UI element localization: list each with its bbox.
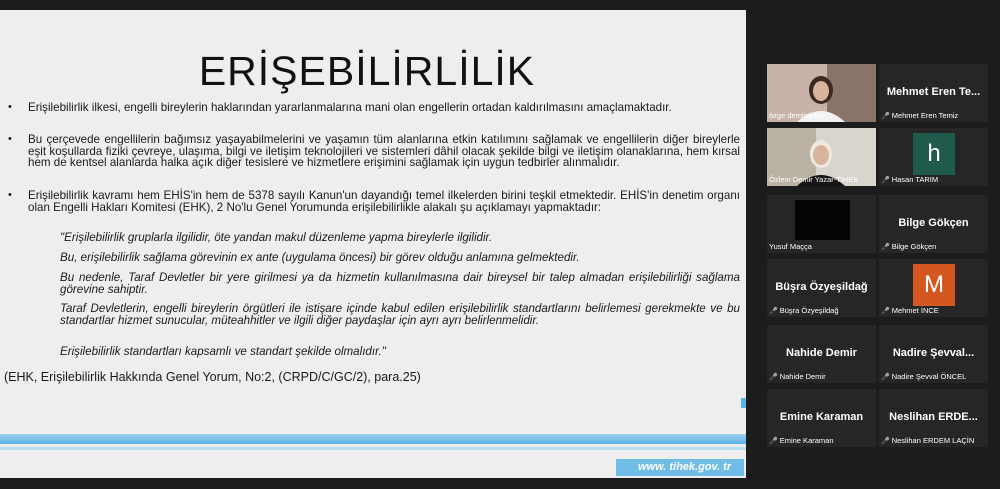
bullet-dot-icon: • xyxy=(8,133,12,145)
slide-title: ERİŞEBİLİRLİLİK xyxy=(198,48,536,94)
participant-name-text: Bilge Gökçen xyxy=(891,242,937,251)
mic-off-icon: 🎤 xyxy=(881,113,890,120)
mic-off-icon: 🎤 xyxy=(769,374,778,381)
mic-off-icon: 🎤 xyxy=(769,308,778,315)
participant-tile[interactable] xyxy=(767,325,876,383)
participant-name-text: Özlem Demir Yazar-TİHEK xyxy=(769,175,859,184)
participant-tile[interactable] xyxy=(767,389,876,447)
participant-name-label xyxy=(769,175,858,184)
participant-display-name: Neslihan ERDE... xyxy=(889,411,978,423)
participant-display-name: Nahide Demir xyxy=(786,347,857,359)
slide-citation: (EHK, Erişilebilirlik Hakkında Genel Yorum, No:2, (CRPD/C/GC/2), para.25) xyxy=(4,370,421,384)
participant-name-text: Yusuf Maçça xyxy=(769,242,812,251)
slide-quote: Taraf Devletlerin, engelli bireylerin örgütleri ile istişare içinde kabul edilen erişilebilirlik standartlarını belirlemesi gerekmekte ve bu standartlar hizmet sunucular, müteahhitler ve ilgili diğer paydaşlar için ayrı ayrı belirlenmelidir. xyxy=(60,302,740,327)
mic-off-icon: 🎤 xyxy=(881,244,890,251)
participant-name-label xyxy=(881,242,936,251)
participant-tile[interactable] xyxy=(879,389,988,447)
participant-name-text: Emine Karaman xyxy=(779,436,834,445)
participant-name-text: Hasan TARIM xyxy=(891,175,939,184)
participant-display-name: Emine Karaman xyxy=(779,411,864,423)
participant-name-text: özge demirdelen xyxy=(769,111,825,120)
participant-display-name: Nadire Şevval... xyxy=(892,347,975,359)
participant-name-text: Nahide Demir xyxy=(779,372,826,381)
slide-quote: Bu nedenle, Taraf Devletler bir yere girilmesi ya da hizmetin kullanılmasına dair bireysel bir talep almadan erişilebilirliği sağlama görevine sahiptir. xyxy=(60,271,740,296)
participant-name-label xyxy=(881,436,974,445)
participant-name-label xyxy=(769,436,834,445)
mic-off-icon: 🎤 xyxy=(881,308,890,315)
slide-bullet: • Erişilebilirlik ilkesi, engelli bireylerin haklarından yararlanmalarına mani olan engellerin ortadan kaldırılmasını amaçlamaktadır. xyxy=(8,101,672,114)
slide-footer-band xyxy=(0,434,746,444)
participant-name-label xyxy=(881,175,938,184)
slide-bullet: • Erişilebilirlik kavramı hem EHİS'in hem de 5378 sayılı Kanun'un dayandığı temel ilkelerden birini teşkil etmektedir. EHİS'in denetim organı olan Engelli Hakları Komitesi (EHK), 2 No'lu Genel Yorumunda erişilebilirlikle alakalı şu açıklamayı yapmaktadır: xyxy=(8,189,740,214)
bullet-dot-icon: • xyxy=(8,101,12,113)
slide-scroll-marker xyxy=(741,398,746,408)
participant-tile[interactable] xyxy=(767,64,876,122)
mic-off-icon: 🎤 xyxy=(769,438,778,445)
participant-name-label xyxy=(769,111,824,120)
slide-quote: Erişilebilirlik standartları kapsamlı ve standart şekilde olmalıdır." xyxy=(60,345,386,358)
participant-name-label xyxy=(881,111,958,120)
shared-slide xyxy=(0,10,746,478)
participant-name-label xyxy=(881,306,939,315)
participant-name-label xyxy=(769,242,812,251)
participant-tile[interactable] xyxy=(879,325,988,383)
participant-name-text: Nadire Şevval ÖNCEL xyxy=(891,372,967,381)
participant-name-label xyxy=(881,372,966,381)
participant-video-off xyxy=(795,200,850,240)
participant-name-label xyxy=(769,372,826,381)
participant-avatar: h xyxy=(913,133,955,175)
mic-off-icon: 🎤 xyxy=(881,438,890,445)
participant-tile[interactable] xyxy=(767,259,876,317)
participant-name-text: Mehmet İNCE xyxy=(891,306,939,315)
mic-off-icon: 🎤 xyxy=(881,177,890,184)
participant-display-name: Mehmet Eren Te... xyxy=(886,86,981,98)
slide-quote: "Erişilebilirlik gruplarla ilgilidir, öte yandan makul düzenleme yapma bireylerle ilgilidir. xyxy=(60,231,493,244)
participant-name-label xyxy=(769,306,839,315)
participant-tile[interactable] xyxy=(879,195,988,253)
participant-name-text: Büşra Özyeşildağ xyxy=(779,306,839,315)
participant-tile[interactable] xyxy=(879,128,988,186)
participant-name-text: Mehmet Eren Temiz xyxy=(891,111,959,120)
participant-avatar: M xyxy=(913,264,955,306)
slide-quote: Bu, erişilebilirlik sağlama görevinin ex ante (uygulama öncesi) bir görev olduğu anlamına gelmektedir. xyxy=(60,251,580,264)
participant-tile[interactable] xyxy=(879,64,988,122)
slide-url: www. tihek.gov. tr xyxy=(616,459,744,476)
participant-display-name: Bilge Gökçen xyxy=(898,217,969,229)
participant-tile[interactable] xyxy=(767,128,876,186)
participant-tile[interactable] xyxy=(767,195,876,253)
participant-tile[interactable] xyxy=(879,259,988,317)
bullet-dot-icon: • xyxy=(8,189,12,201)
participant-name-text: Neslihan ERDEM LAÇİN xyxy=(891,436,975,445)
slide-bullet: • Bu çerçevede engellilerin bağımsız yaşayabilmelerini ve yaşamın tüm alanlarına etkin katılımını sağlamak ve engellilerin diğer bireylerle eşit koşullarda fiziki çevreye, ulaşıma, bilgi ve iletişim teknolojileri ve sistemleri dâhil olacak şekilde bilgi ve iletişim olanaklarına, hem kırsal hem de kentsel alanlarda halka açık diğer tesislere ve hizmetlere erişimini sağlamak için uygun tedbirler alınmalıdır. xyxy=(8,133,740,169)
mic-off-icon: 🎤 xyxy=(881,374,890,381)
participant-display-name: Büşra Özyeşildağ xyxy=(775,281,868,293)
slide-footer-line xyxy=(0,447,746,450)
